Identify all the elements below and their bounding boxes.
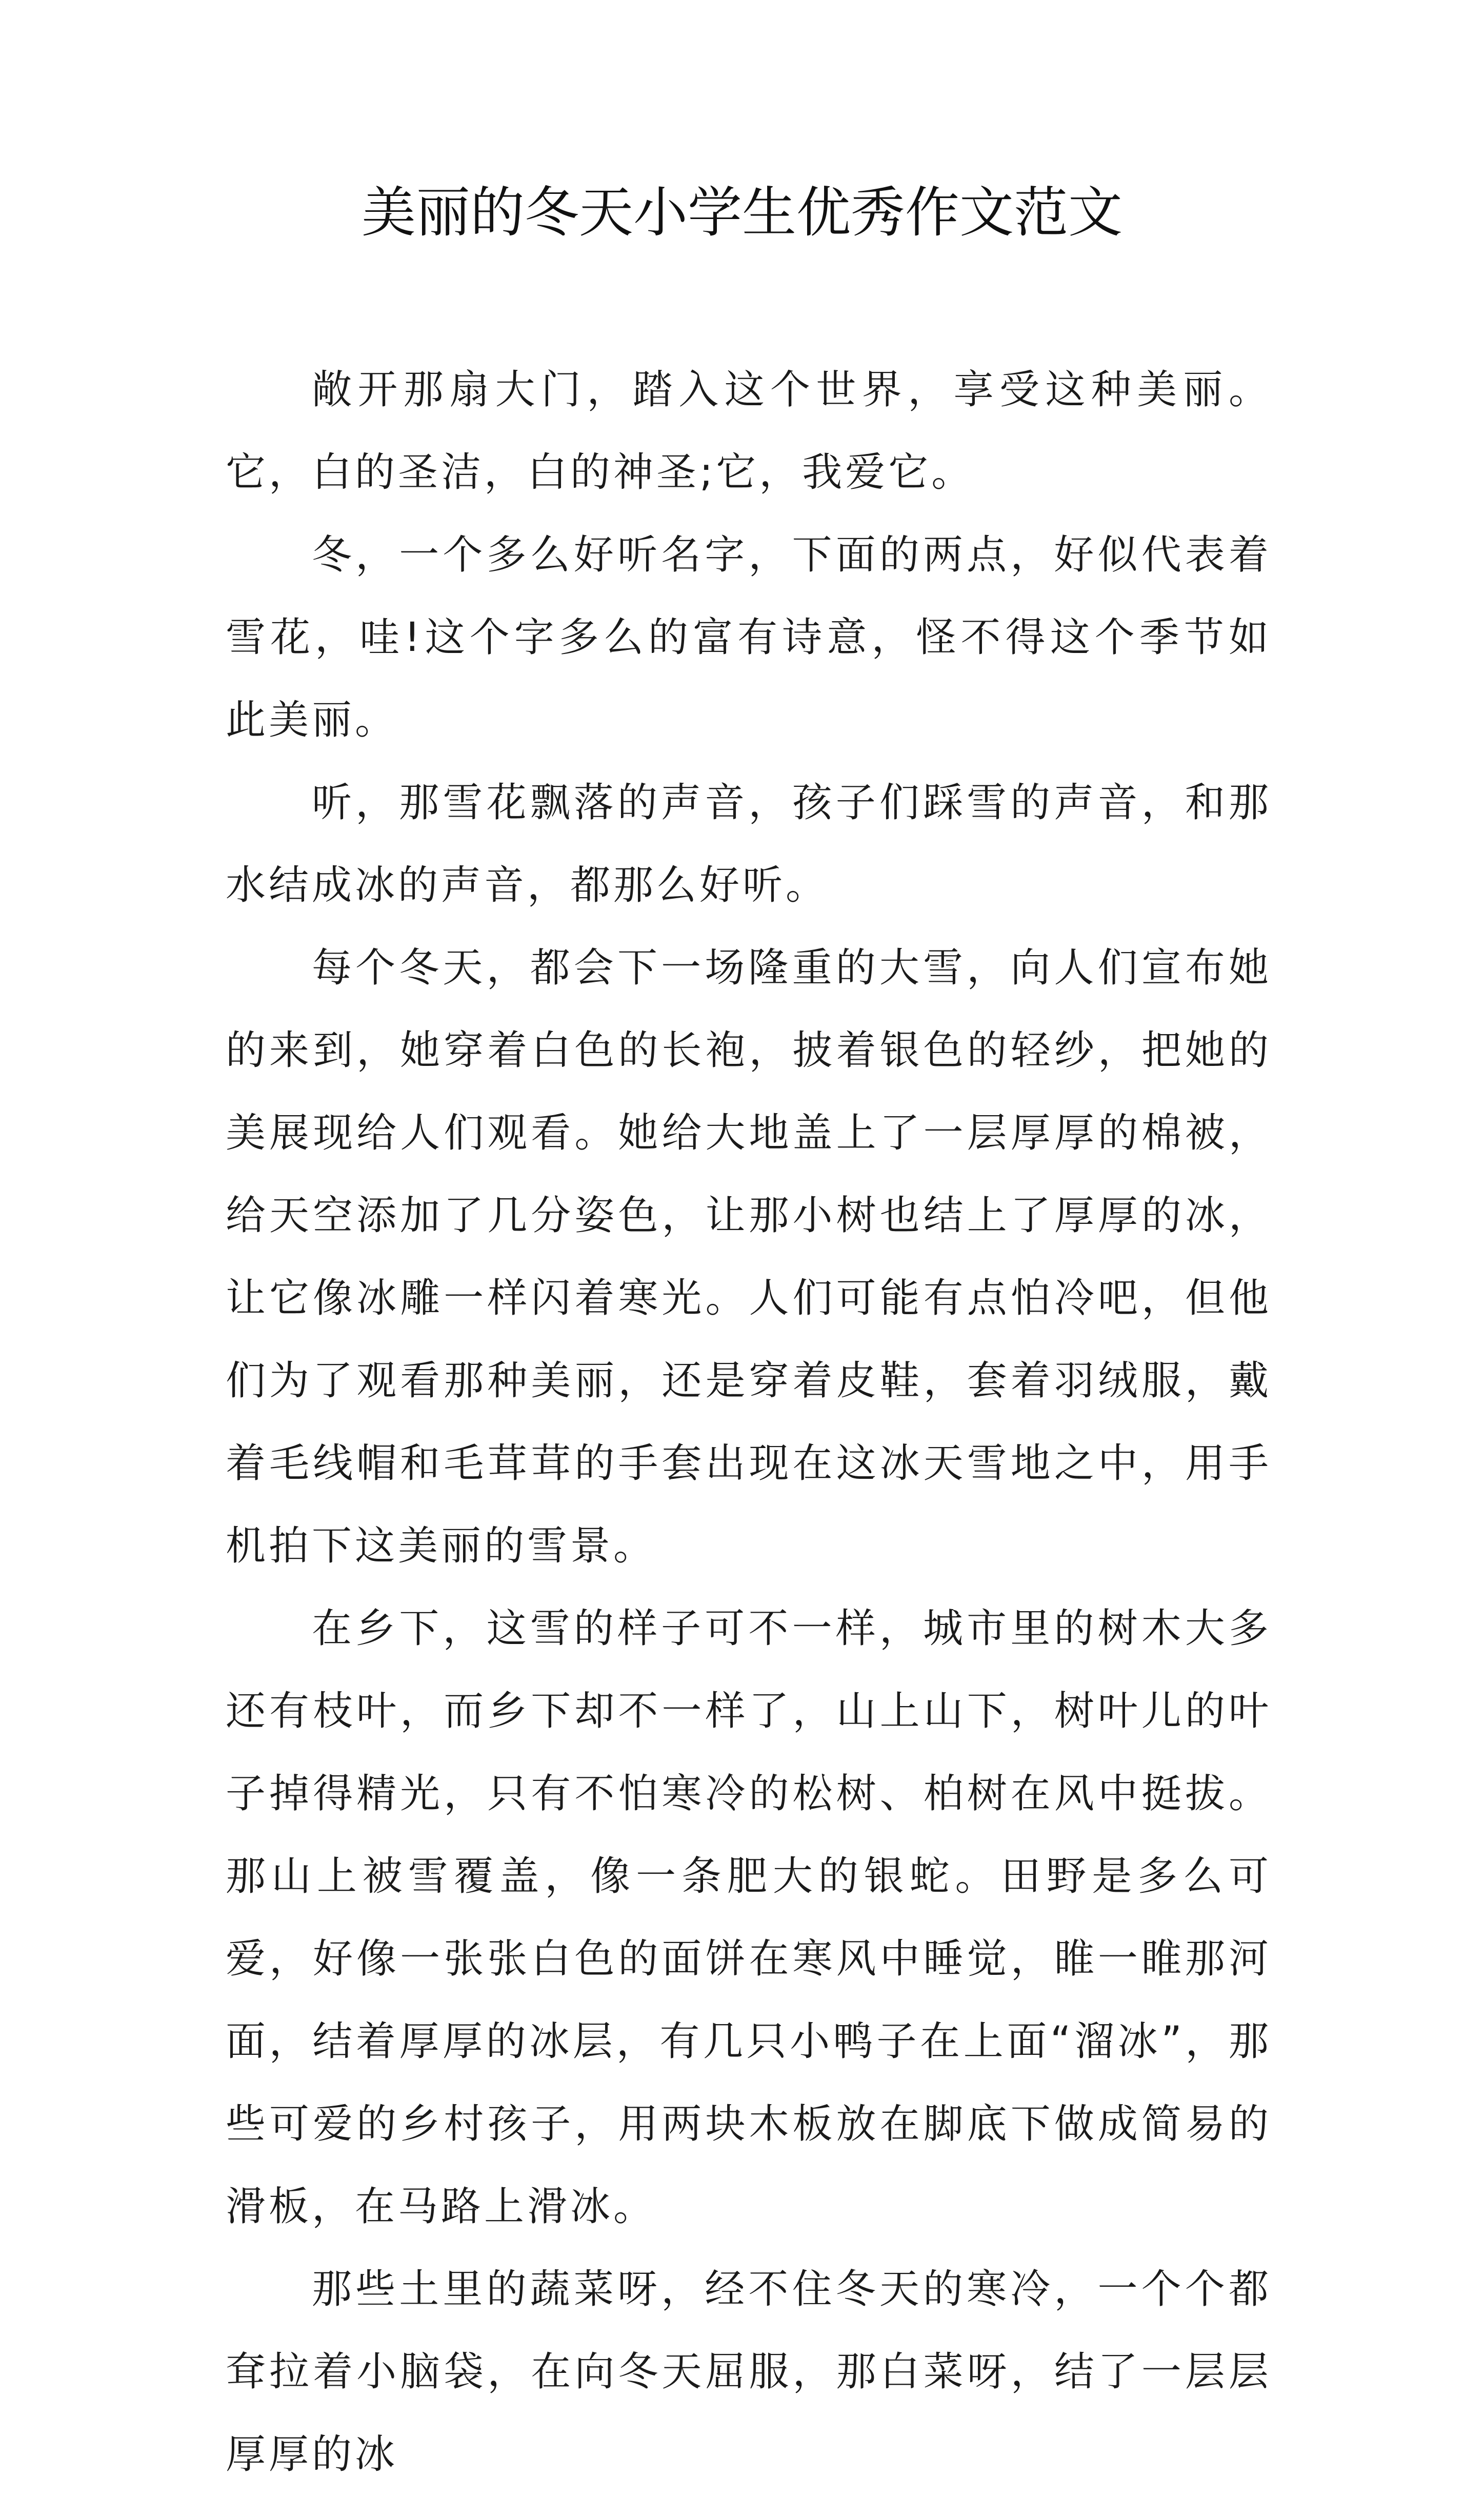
paragraph-1: 敞开那扇大门，踏入这个世界，享受这种美丽。它，白的圣洁，白的神圣;它，我爱它。	[226, 367, 1272, 496]
paragraph-4: 每个冬天，都会下一场隆重的大雪，向人们宣布她的来到，她穿着白色的长袍，披着银色的轻纱，把她的美展现给人们观看。她给大地盖上了一层厚厚的棉被，给天空添加了几分姿色，让那小树也结上了厚厚的冰，让它像冰雕一样闪着寒光。人们可能有点怕冷吧，但他们为了观看那种美丽，还是穿着皮鞋，套着羽绒服，戴着毛线帽和毛茸茸的手套出现在这冰天雪地之中，用手机拍下这美丽的雪景。	[226, 945, 1272, 1569]
document-body	[226, 349, 1272, 2496]
document-title: 美丽的冬天小学生优秀作文范文	[362, 181, 1122, 244]
paragraph-3: 听，那雪花飘落的声音，孩子们踩雪的声音，和那水结成冰的声音，都那么好听。	[226, 780, 1272, 908]
paragraph-5: 在乡下，这雪的样子可不一样，城市里的树木大多还有枝叶，而乡下却不一样了，山上山下，树叶儿的叶子掉得精光，只有不怕寒冷的松树、柏树在风中挺拔。那山上被雪覆盖，像一条肥大的银蛇。田野是多么可爱，好像一张张白色的面饼在寒风中睡觉，睢一睢那河面，结着厚厚的冰层，有几只小鸭子在上面“溜冰”，那些可爱的乡村孩子，用两块木板放在脚底下做成简易的滑板，在马路上滑冰。	[226, 1606, 1272, 2230]
paragraph-6: 那些土里的蔬菜呀，经不住冬天的寒冷，一个个都耷拉着小脑袋，在向冬天屈服，那白菜呀，结了一层层厚厚的冰	[226, 2266, 1272, 2478]
paragraph-2: 冬，一个多么好听名字，下面的两点，好似代表着雪花，哇!这个字多么的富有诗意，怪不得这个季节如此美丽。	[226, 532, 1272, 743]
